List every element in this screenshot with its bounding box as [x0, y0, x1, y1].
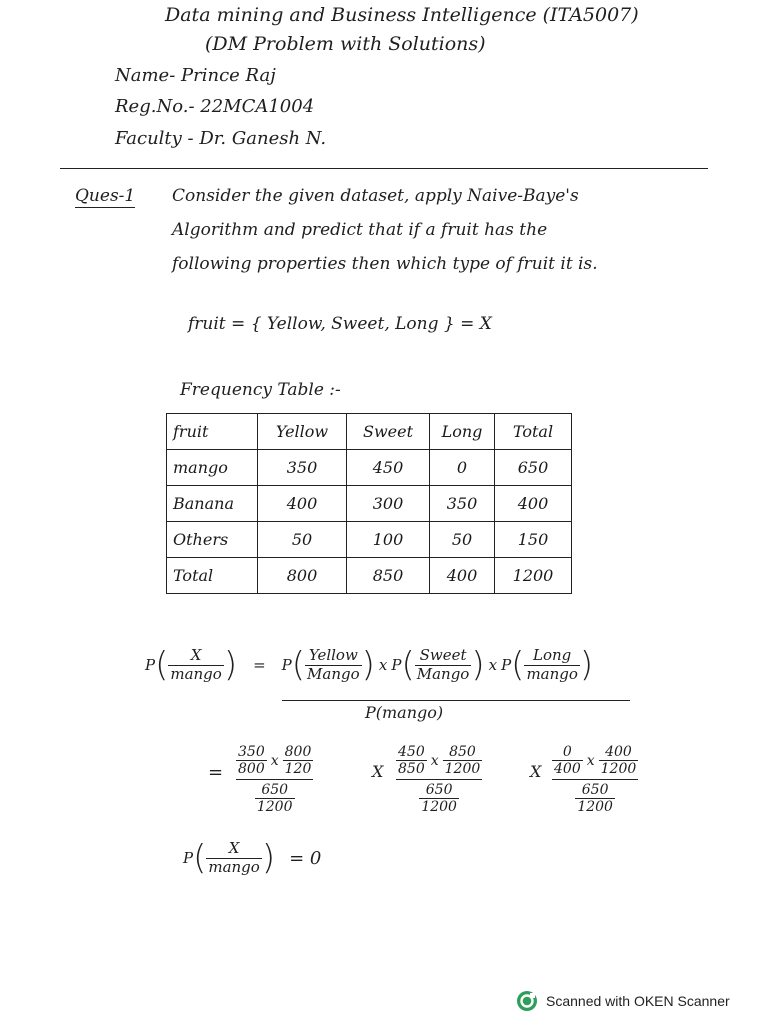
times-sign: X	[530, 762, 542, 781]
table-cell: 0	[430, 450, 495, 486]
fraction-denominator: 1200	[600, 761, 637, 778]
table-cell: 50	[258, 522, 347, 558]
prob-symbol: P	[391, 656, 402, 674]
value-fraction	[283, 744, 314, 777]
fraction-denominator: 800	[238, 761, 265, 778]
term-fraction	[305, 647, 362, 683]
question-text-line: Algorithm and predict that if a fruit has the	[172, 220, 548, 240]
question-label: Ques-1	[75, 186, 136, 206]
close-paren: )	[579, 645, 594, 685]
table-header-cell: Total	[495, 414, 572, 450]
times-sign: x	[488, 656, 498, 674]
table-cell: 300	[347, 486, 430, 522]
fraction-denominator: 1200	[421, 799, 457, 816]
table-cell: mango	[167, 450, 258, 486]
document-title: Data mining and Business Intelligence (ITA5007)	[165, 4, 639, 26]
fraction-denominator: 850	[398, 761, 425, 778]
table-row	[167, 522, 572, 558]
fraction-numerator: Sweet	[419, 646, 467, 665]
value-fraction	[236, 744, 267, 777]
faculty-name: Faculty - Dr. Ganesh N.	[115, 128, 327, 149]
fraction-bar	[552, 779, 638, 780]
formula-denominator: P(mango)	[365, 703, 444, 722]
times-sign: X	[372, 762, 384, 781]
fraction-numerator: 350	[238, 744, 265, 760]
table-header-cell: fruit	[167, 414, 258, 450]
result-formula	[183, 838, 325, 878]
fraction-denominator: Mango	[307, 664, 360, 683]
header-divider	[60, 168, 708, 169]
question-text-line: following properties then which type of fruit it is.	[172, 254, 598, 274]
lhs-fraction	[206, 840, 261, 876]
table-cell: 1200	[495, 558, 572, 594]
table-cell: Total	[167, 558, 258, 594]
table-row	[167, 558, 572, 594]
scanner-text: Scanned with OKEN Scanner	[546, 993, 730, 1009]
table-cell: 400	[495, 486, 572, 522]
open-paren: (	[511, 645, 525, 685]
table-cell: Others	[167, 522, 258, 558]
value-fraction	[255, 782, 295, 815]
equals-sign: =	[253, 656, 266, 674]
fraction-numerator: X	[228, 839, 240, 858]
fraction-denominator: 400	[554, 761, 581, 778]
table-cell: 800	[258, 558, 347, 594]
times-sign: x	[270, 752, 279, 769]
table-header-row	[167, 414, 572, 450]
fraction-denominator: mango	[170, 664, 222, 683]
value-fraction	[396, 744, 427, 777]
fraction-bar	[282, 700, 630, 701]
value-fraction	[552, 744, 583, 777]
scanner-watermark	[516, 990, 730, 1012]
fraction-numerator: 650	[581, 782, 609, 799]
fruit-definition: fruit = { Yellow, Sweet, Long } = X	[188, 314, 492, 334]
close-paren: )	[471, 645, 485, 685]
times-sign: x	[378, 656, 388, 674]
frequency-table	[166, 413, 572, 594]
fraction-numerator: 650	[425, 782, 453, 799]
open-paren: (	[155, 645, 169, 685]
table-cell: 400	[258, 486, 347, 522]
fraction-numerator: 450	[398, 744, 425, 760]
table-cell: 150	[495, 522, 572, 558]
bayes-formula	[145, 645, 593, 685]
close-paren: )	[261, 838, 276, 878]
value-fraction	[419, 782, 459, 815]
term-fraction	[524, 647, 579, 683]
fraction-denominator: 120	[284, 761, 312, 778]
fraction-denominator: 1200	[577, 799, 613, 816]
fraction-numerator: 650	[261, 782, 289, 799]
result-value: = 0	[289, 847, 322, 869]
scanner-logo-icon	[516, 990, 538, 1012]
table-cell: 50	[430, 522, 495, 558]
prob-symbol: P	[501, 656, 512, 674]
table-cell: 650	[495, 450, 572, 486]
fraction-bar	[396, 779, 482, 780]
times-sign: x	[586, 752, 595, 769]
fraction-denominator: Mango	[416, 664, 470, 683]
term-fraction	[415, 647, 472, 683]
table-cell: 350	[430, 486, 495, 522]
prob-symbol: P	[183, 849, 194, 867]
registration-number: Reg.No.- 22MCA1004	[115, 96, 315, 117]
fraction-numerator: Long	[533, 646, 572, 665]
value-fraction	[599, 744, 639, 777]
times-sign: x	[430, 752, 439, 769]
value-group	[236, 744, 313, 815]
student-name: Name- Prince Raj	[115, 65, 276, 86]
table-cell: Banana	[167, 486, 258, 522]
prob-symbol: P	[145, 656, 156, 674]
value-fraction	[575, 782, 615, 815]
value-group	[396, 744, 482, 815]
lhs-fraction	[168, 647, 223, 683]
table-cell: 400	[430, 558, 495, 594]
fraction-numerator: Yellow	[308, 646, 358, 665]
fraction-numerator: 0	[562, 744, 572, 760]
close-paren: )	[361, 645, 375, 685]
fraction-numerator: 850	[449, 744, 476, 760]
open-paren: (	[291, 645, 306, 685]
fraction-numerator: 400	[605, 744, 632, 760]
fraction-bar	[236, 779, 313, 780]
fraction-denominator: mango	[208, 857, 260, 876]
table-cell: 100	[347, 522, 430, 558]
table-row	[167, 450, 572, 486]
table-cell: 450	[347, 450, 430, 486]
fraction-numerator: 800	[284, 744, 312, 760]
table-header-cell: Yellow	[258, 414, 347, 450]
table-header-cell: Sweet	[347, 414, 430, 450]
frequency-table-title: Frequency Table :-	[180, 380, 341, 400]
table-cell: 850	[347, 558, 430, 594]
prob-symbol: P	[281, 656, 292, 674]
close-paren: )	[223, 645, 238, 685]
table-cell: 350	[258, 450, 347, 486]
fraction-denominator: 1200	[444, 761, 481, 778]
table-row	[167, 486, 572, 522]
question-text-line: Consider the given dataset, apply Naive-Baye's	[172, 186, 579, 206]
open-paren: (	[193, 838, 207, 878]
value-fraction	[443, 744, 483, 777]
fraction-denominator: mango	[526, 664, 578, 683]
table-header-cell: Long	[430, 414, 495, 450]
fraction-numerator: X	[190, 646, 202, 665]
value-group	[552, 744, 638, 815]
equals-sign: =	[208, 762, 224, 783]
open-paren: (	[401, 645, 415, 685]
document-subtitle: (DM Problem with Solutions)	[205, 33, 486, 55]
fraction-denominator: 1200	[256, 799, 293, 816]
